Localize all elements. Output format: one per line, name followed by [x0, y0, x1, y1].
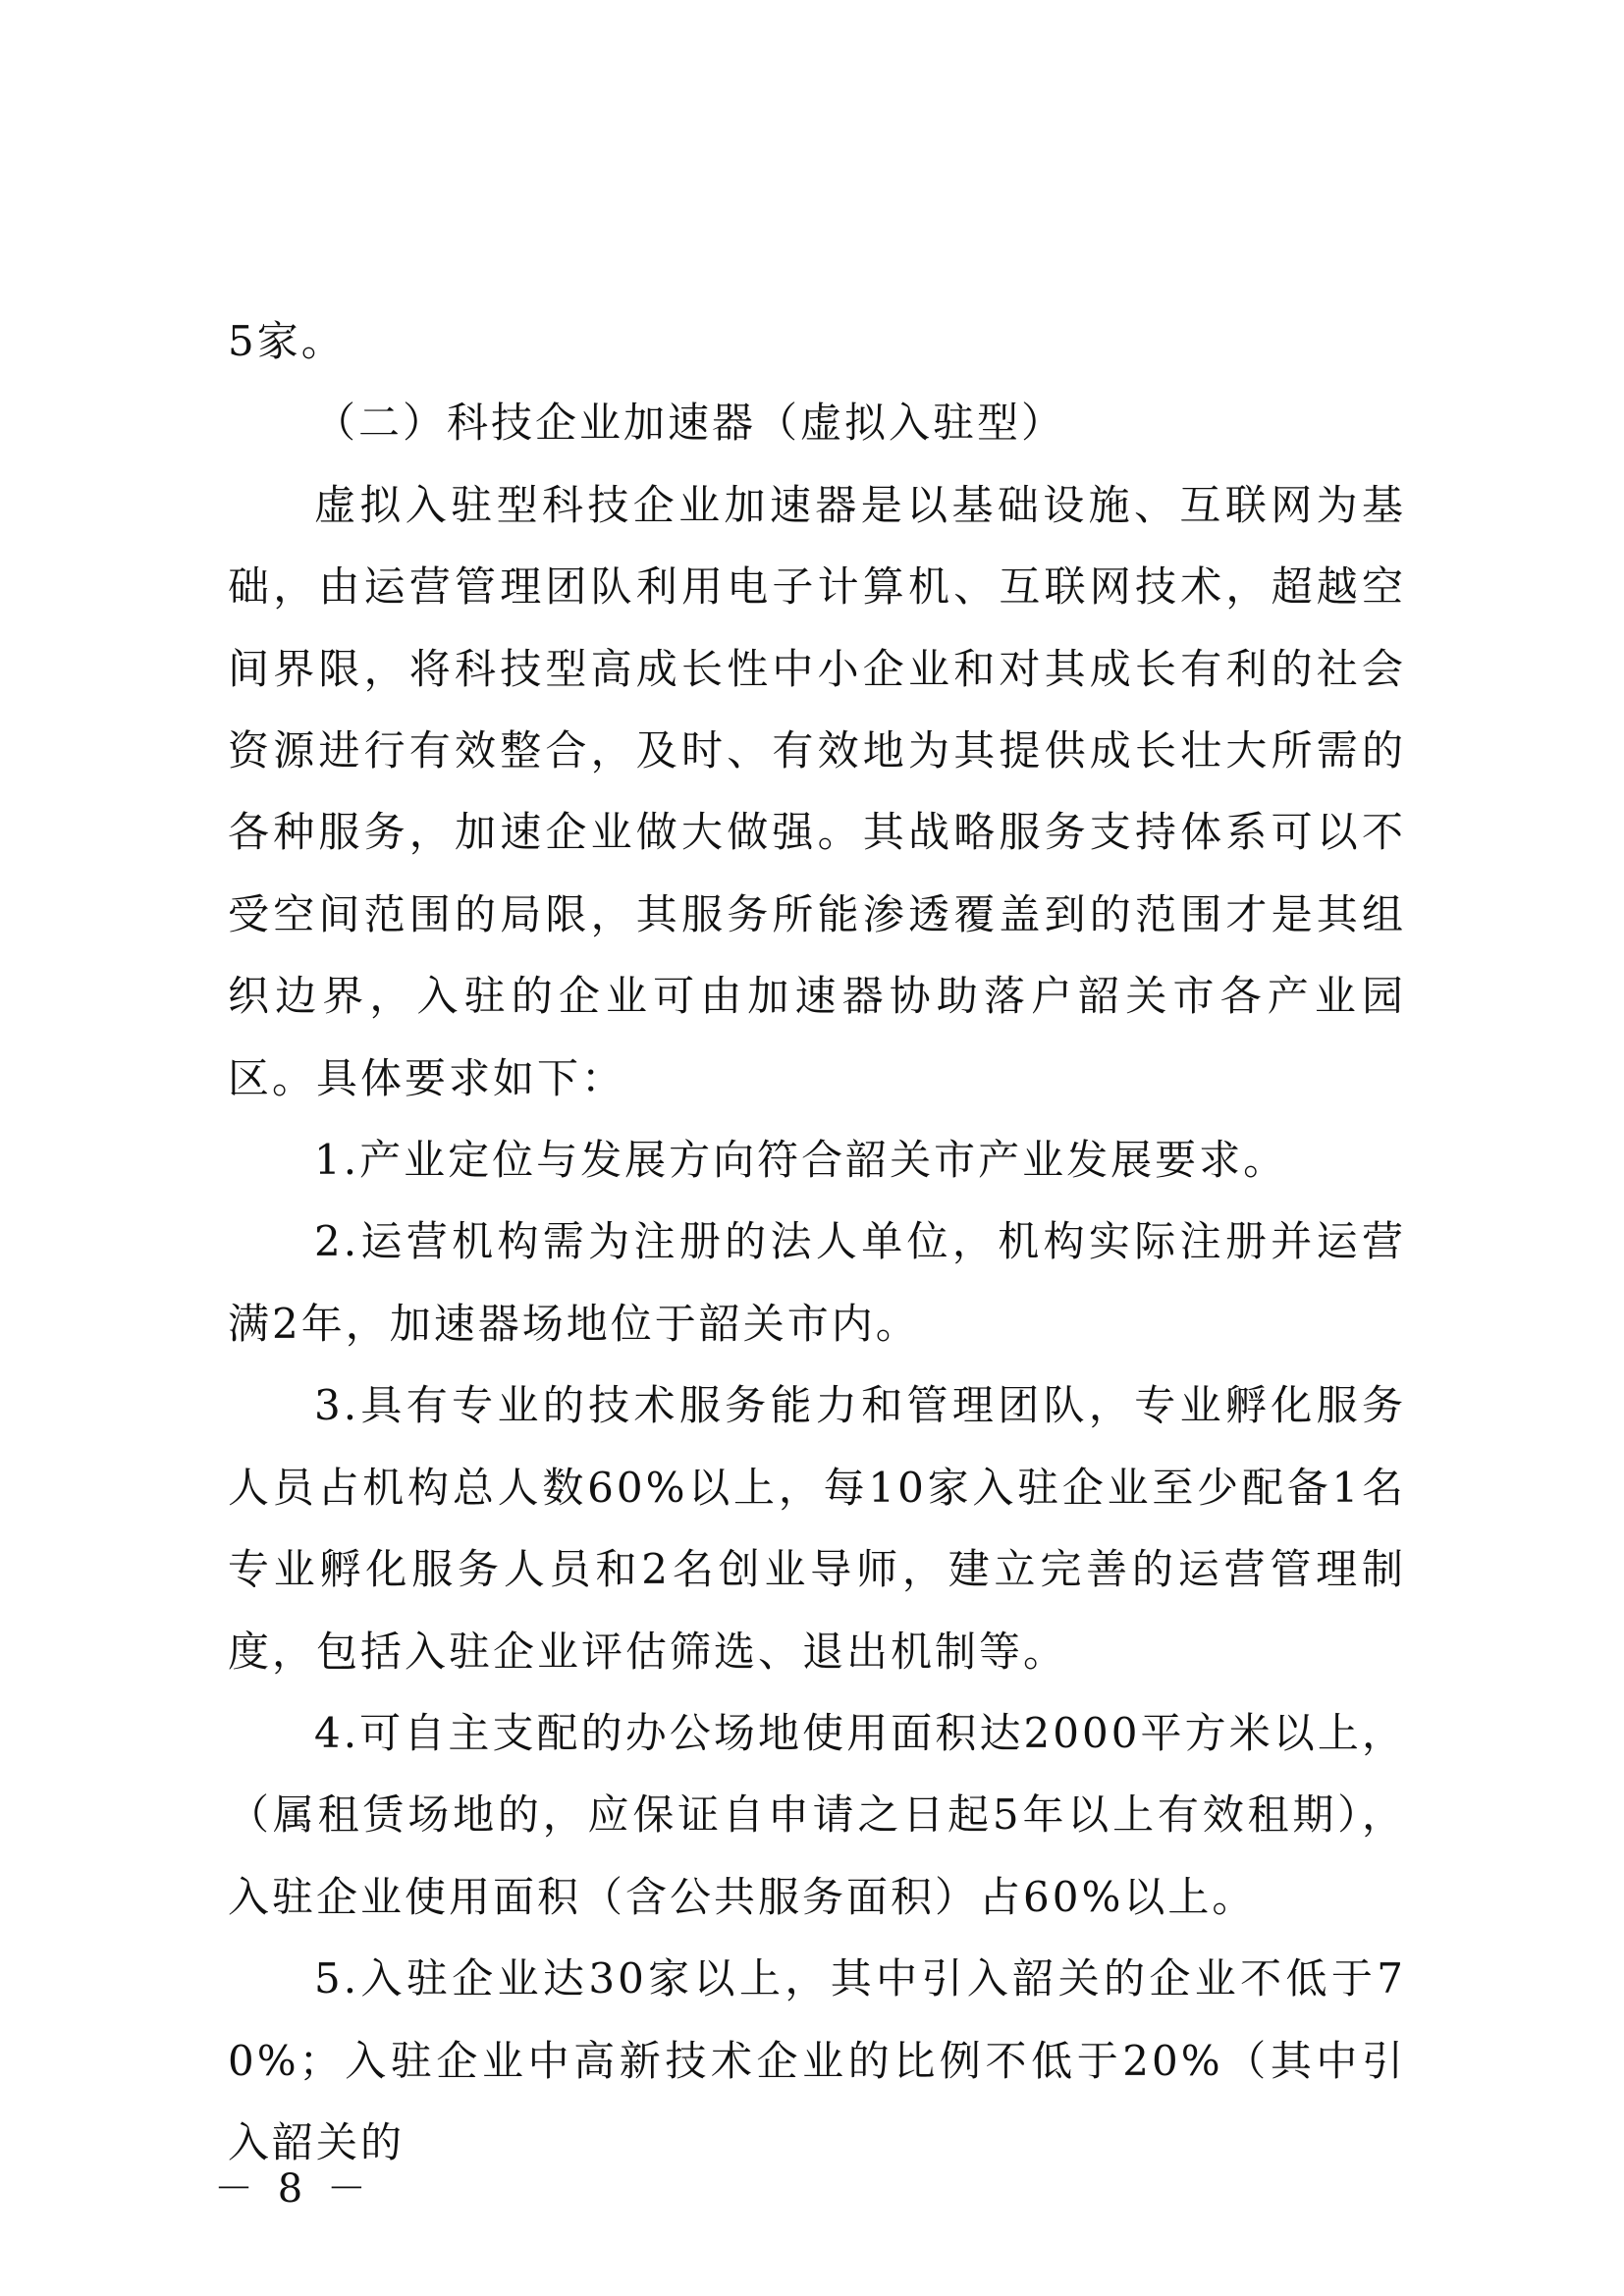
requirement-item-5: 5.入驻企业达30家以上，其中引入韶关的企业不低于70%；入驻企业中高新技术企业的比例不低于20%（其中引入韶关的	[228, 1954, 1406, 2166]
section-heading: （二）科技企业加速器（虚拟入驻型）	[314, 399, 1066, 448]
requirement-item-3: 3.具有专业的技术服务能力和管理团队，专业孵化服务人员占机构总人数60%以上，每10家入驻企业至少配备1名专业孵化服务人员和2名创业导师，建立完善的运营管理制度，包括入驻企业评估筛选、退出机制等。	[228, 1381, 1406, 1676]
requirement-item-2: 2.运营机构需为注册的法人单位，机构实际注册并运营满2年，加速器场地位于韶关市内。	[228, 1217, 1406, 1348]
page-number: － 8 －	[214, 2166, 372, 2212]
paragraph-continuation: 5家。	[228, 317, 346, 365]
paragraph-definition: 虚拟入驻型科技企业加速器是以基础设施、互联网为基础，由运营管理团队利用电子计算机、互联网技术，超越空间界限，将科技型高成长性中小企业和对其成长有利的社会资源进行有效整合，及时、有效地为其提供成长壮大所需的各种服务，加速企业做大做强。其战略服务支持体系可以不受空间范围的局限，其服务所能渗透覆盖到的范围才是其组织边界，入驻的企业可由加速器协助落户韶关市各产业园区。具体要求如下：	[228, 480, 1406, 1102]
requirement-item-1: 1.产业定位与发展方向符合韶关市产业发展要求。	[314, 1136, 1288, 1185]
body-text	[228, 300, 1406, 2183]
requirement-item-4: 4.可自主支配的办公场地使用面积达2000平方米以上，（属租赁场地的，应保证自申请之日起5年以上有效租期），入驻企业使用面积（含公共服务面积）占60%以上。	[228, 1708, 1406, 1921]
